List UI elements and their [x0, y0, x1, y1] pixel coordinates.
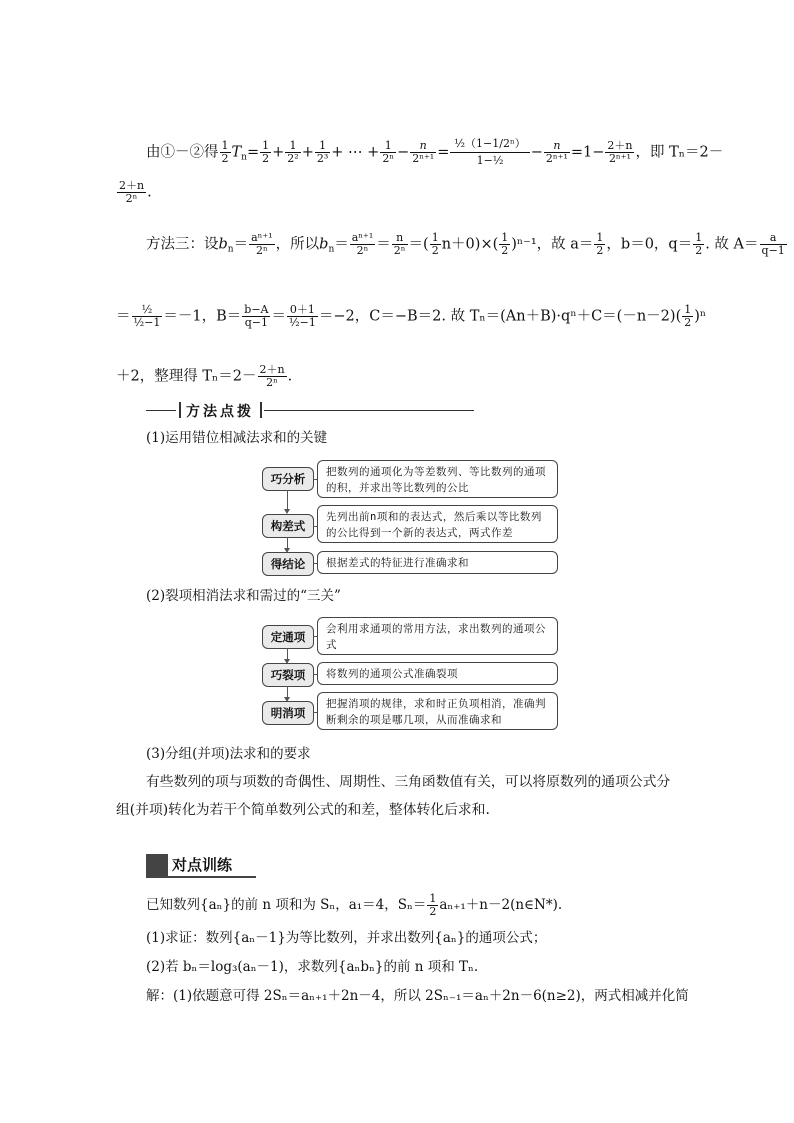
- practice-title: 对点训练: [172, 856, 233, 874]
- final-fraction: $\frac{2+n}{\text{2ⁿ}}$: [119, 179, 145, 205]
- method3-line-1: 方法三：设$b_n=$ $\frac{\text{aⁿ⁺¹}}{\text{2ⁿ}}$ ，所以$b_n=$ $\frac{\text{aⁿ⁺¹}}{\text{2ⁿ}}$ ＝ $\frac{n}{\text{2ⁿ}}$ ＝( $\frac{1}{2}$ n＋0)×( $\frac{1}{2}$ )ⁿ⁻¹，故 a＝ $\frac{1}{2}$ ，b＝0，q＝ $\frac{1}{2}$ . 故 A＝ $\frac{a}{q-1}$: [146, 231, 785, 257]
- method3-line-3: ＋2，整理得 Tₙ＝2－ $\frac{2+n}{\text{2ⁿ}}$ .: [116, 363, 293, 389]
- flow1-node-3: 得结论: [262, 552, 314, 576]
- flow2-node-1: 定通项: [262, 625, 314, 649]
- method-tips-title: [146, 401, 474, 421]
- result-fraction: $\frac{2+n}{\text{2ⁿ⁺¹}}$: [607, 139, 633, 165]
- practice-section-header: [146, 854, 256, 878]
- method3-p1: ，所以: [275, 236, 320, 253]
- flow2-desc-1: 会利用求通项的常用方法，求出数列的通项公式: [317, 617, 558, 655]
- method3-p2: ，故: [536, 236, 566, 253]
- method3-line2-b: ＝−2，C＝−B＝2. 故 Tₙ＝(An＋B)·qⁿ＋C＝(－n－2): [318, 308, 676, 325]
- flow1-desc-2: 先列出前n项和的表达式，然后乘以等比数列的公比得到一个新的表达式，两式作差: [317, 505, 558, 543]
- minus-1: −: [397, 144, 410, 161]
- method3-lead: 方法三：设: [146, 236, 219, 253]
- half-fraction: $\frac{1}{2}$: [221, 139, 229, 165]
- n-over-2n1-fraction-2: $\frac{n}{\text{2ⁿ⁺¹}}$: [545, 139, 568, 165]
- tips-heading-1: (1)运用错位相减法求和的关键: [146, 430, 328, 446]
- flow2-desc-3: 把握消项的规律，求和时正负项相消，准确判断剩余的项是哪几项，从而准确求和: [317, 692, 558, 730]
- n-over-2n1-fraction: $\frac{n}{\text{2ⁿ⁺¹}}$: [412, 139, 435, 165]
- method3-line2-a: ＝－1，B＝: [163, 308, 242, 325]
- plus-1: +: [272, 144, 285, 161]
- line1-prefix: 由①－②得: [146, 144, 219, 161]
- question-lead: 已知数列{aₙ}的前 n 项和为 Sₙ，a₁＝4，Sₙ＝: [146, 897, 427, 913]
- practice-question: 已知数列{aₙ}的前 n 项和为 Sₙ，a₁＝4，Sₙ＝ $\frac{1}{2}$ aₙ₊₁＋n－2(n∈N*).: [146, 892, 563, 918]
- geometric-sum-fraction: $\frac{\text{½（1−1/2ⁿ）}}{\text{1−½}}$: [450, 124, 529, 181]
- method3-line3: ＋2，整理得 Tₙ＝2－: [116, 368, 257, 385]
- term2-fraction: $\frac{1}{\text{2²}}$: [287, 139, 299, 165]
- flow2-desc-2: 将数列的通项公式准确裂项: [317, 662, 558, 685]
- practice-q1: (1)求证：数列{aₙ－1}为等比数列，并求出数列{aₙ}的通项公式；: [146, 930, 547, 946]
- flow2-node-3: 明消项: [262, 701, 314, 725]
- term1-fraction: $\frac{1}{2}$: [262, 139, 270, 165]
- minus-2: −: [530, 144, 543, 161]
- termn-fraction: $\frac{1}{\text{2ⁿ}}$: [382, 139, 395, 165]
- tips-heading-3: (3)分组(并项)法求和的要求: [146, 746, 311, 762]
- period: .: [147, 184, 152, 201]
- flow1-node-1: 巧分析: [262, 467, 314, 491]
- method3-line-2: ＝ $\frac{\text{½}}{\text{½−1}}$ ＝－1，B＝ $\frac{b-A}{q-1}$ ＝ $\frac{0+1}{\text{½−1}}$ ＝−2，C＝−B＝2. 故 Tₙ＝(An＋B)·qⁿ＋C＝(－n－2)( $\frac{1}{2}$ )ⁿ: [116, 294, 706, 339]
- eq-sign-2: =: [437, 144, 450, 161]
- question-tail: aₙ₊₁＋n－2(n∈N*).: [439, 897, 563, 913]
- A-fraction: $\frac{\text{½}}{\text{½−1}}$: [132, 294, 163, 339]
- plus-2: +: [301, 144, 314, 161]
- practice-q2: (2)若 bₙ＝log₃(aₙ－1)，求数列{aₙbₙ}的前 n 项和 Tₙ.: [146, 959, 479, 975]
- term3-fraction: $\frac{1}{\text{2³}}$: [316, 139, 329, 165]
- tips-heading-2: (2)裂项相消法求和需过的“三关”: [146, 588, 341, 604]
- tips-paragraph-line-2: 组(并项)转化为若干个简单数列公式的和差，整体转化后求和.: [116, 802, 490, 818]
- flow1-desc-1: 把数列的通项化为等差数列、等比数列的通项的积，并求出等比数列的公比: [317, 460, 558, 498]
- method3-p4: . 故: [705, 236, 729, 253]
- derivation-line-2: [116, 180, 152, 205]
- flow1-desc-3: 根据差式的特征进行准确求和: [317, 551, 558, 574]
- tips-paragraph-line-1: 有些数列的项与项数的奇偶性、周期性、三角函数值有关，可以将原数列的通项公式分: [146, 774, 671, 790]
- practice-solution: 解：(1)依题意可得 2Sₙ＝aₙ₊₁＋2n－4，所以 2Sₙ₋₁＝aₙ＋2n－6(n≥2)，两式相减并化简: [146, 988, 689, 1004]
- flow1-node-2: 构差式: [262, 514, 314, 538]
- derivation-line-1: 由①－②得 $\frac{1}{2}$ $T_n=$ $\frac{1}{2}$ + $\frac{1}{\text{2²}}$ + $\frac{1}{\text{2³}}$ + ⋯ + $\frac{1}{\text{2ⁿ}}$ − $\frac{n}{\text{2ⁿ⁺¹}}$ = $\frac{\text{½（1−1/2ⁿ）}}{\text{1−½}}$ − $\frac{n}{\text{2ⁿ⁺¹}}$ =1− $\frac{2+n}{\text{2ⁿ⁺¹}}$ ，即 Tₙ＝2－: [146, 124, 723, 181]
- flow2-node-2: 巧裂项: [262, 663, 314, 687]
- result-eq: =1−: [570, 144, 605, 161]
- result-tail: ，即 Tₙ＝2－: [635, 144, 724, 161]
- method3-p3: ，b＝0，q＝: [606, 236, 693, 253]
- method-tips-text: 方法点拨: [186, 404, 254, 420]
- eq-sign: =: [246, 144, 260, 161]
- ellipsis: + ⋯ +: [331, 144, 380, 161]
